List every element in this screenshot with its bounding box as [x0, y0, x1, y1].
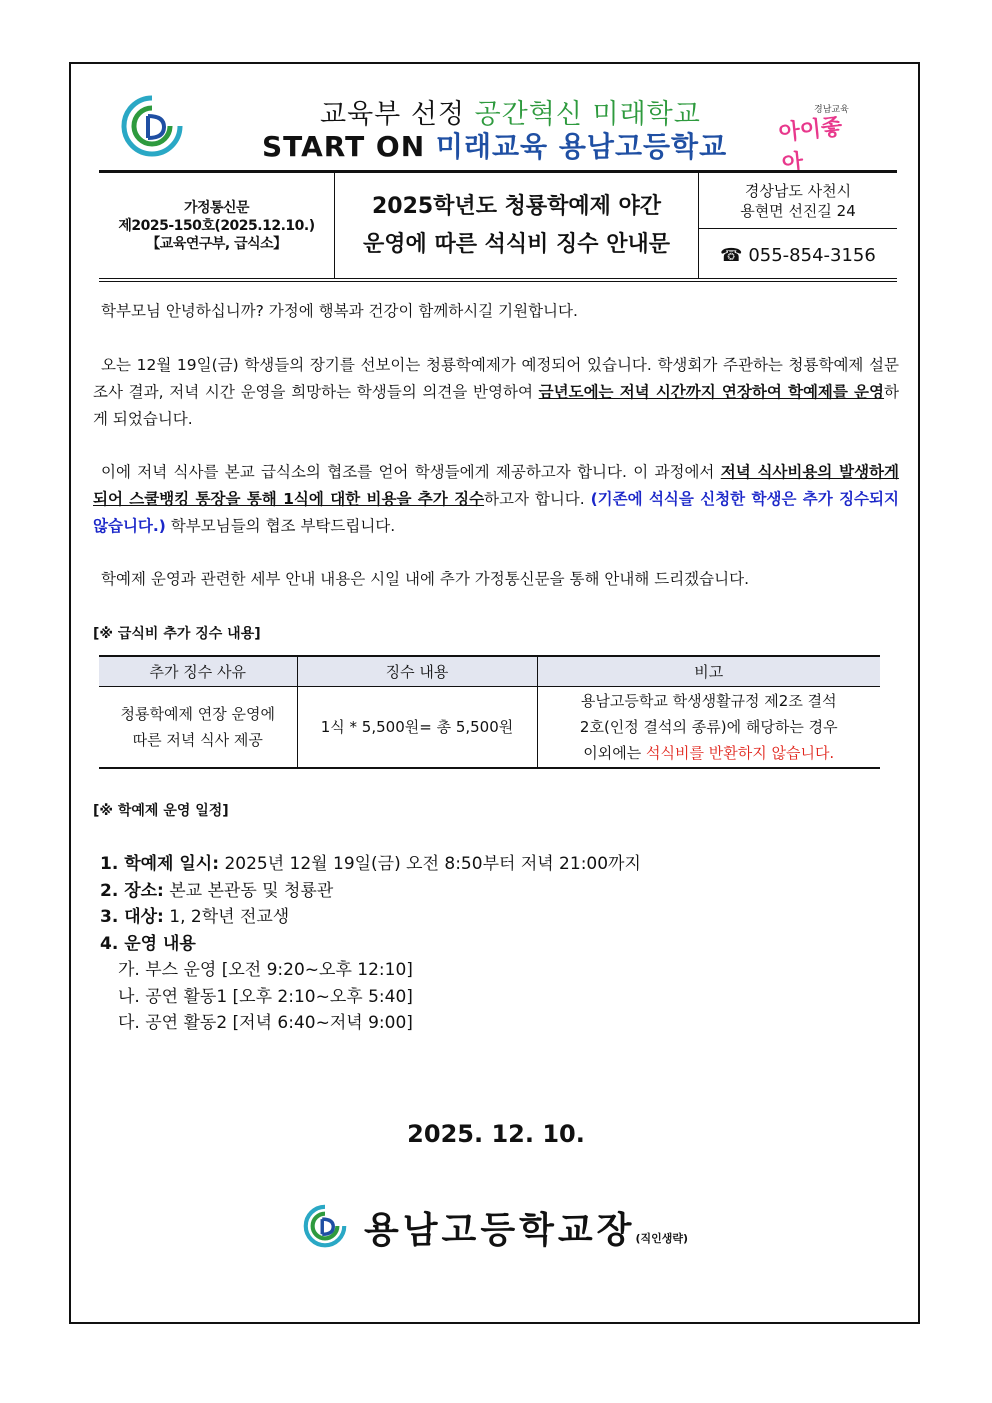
header-line1-prefix: 교육부 선정 [320, 99, 475, 130]
note-line1: 용남고등학교 학생생활규정 제2조 결석 [580, 692, 837, 710]
title-line2: 운영에 따른 석식비 징수 안내문 [363, 231, 670, 257]
p3-blue-note: (기존에 석식을 신청한 학생은 추가 징수되지 않습니다.) [93, 490, 899, 535]
col-note: 비고 [537, 656, 880, 687]
item4-label: 4. 운영 내용 [100, 933, 196, 954]
schedule-list [100, 851, 641, 1037]
school-logo-icon [120, 94, 184, 158]
item3-value: 1, 2학년 전교생 [163, 907, 290, 927]
p2-tail: 하게 되었습니다. [93, 383, 899, 428]
p2-text: 오는 12월 19일(금) 학생들의 장기를 선보이는 청룡학예제가 예정되어 있습니다. 학생회가 주관하는 청룡학예제 설문조사 결과, 저녁 시간 운영을 희망하는 학생들의 의견을 반영하여 [93, 356, 899, 401]
notice-meta [99, 173, 335, 278]
reason-line2: 따른 저녁 식사 제공 [132, 731, 263, 749]
list-item [100, 931, 641, 958]
item1-label: 1. 학예제 일시: [100, 854, 220, 874]
note-line3-red: 석식비를 반환하지 않습니다. [646, 744, 835, 762]
address [699, 173, 897, 229]
edu-logo-word: 아이좋아 [777, 114, 844, 178]
contact [699, 173, 897, 278]
notice-type: 가정통신문 [183, 199, 250, 216]
p3-mid: 하고자 합니다. [484, 490, 591, 508]
header-line2-highlight: 미래교육 용남고등학교 [435, 130, 728, 163]
paragraph-4: 학예제 운영과 관련한 세부 안내 내용은 시일 내에 추가 가정통신문을 통해 안내해 드리겠습니다. [101, 570, 750, 588]
header-line2 [262, 125, 727, 165]
fee-table-header [99, 656, 880, 687]
notice-dept: 【교육연구부, 급식소】 [146, 235, 287, 252]
school-logo-small-icon [303, 1204, 347, 1248]
header-line2-prefix: START ON [262, 130, 436, 163]
table-row [99, 687, 880, 769]
p3-tail: 학부모님들의 협조 부탁드립니다. [165, 517, 396, 535]
list-item: 다. 공연 활동2 [저녁 6:40~저녁 9:00] [118, 1013, 413, 1033]
note-line2: 2호(인정 결석의 종류)에 해당하는 경우 [579, 718, 838, 736]
address-line2: 용현면 선진길 24 [740, 201, 856, 220]
edu-logo [777, 102, 860, 178]
item1-value: 2025년 12월 19일(금) 오전 8:50부터 저녁 21:00까지 [219, 854, 641, 874]
fee-section-heading: [※ 급식비 추가 징수 내용] [93, 626, 261, 642]
reason-line1: 청룡학예제 연장 운영에 [120, 705, 275, 723]
note-line3-prefix: 이외에는 [583, 744, 647, 762]
fee-table [99, 655, 880, 769]
list-item: 가. 부스 운영 [오전 9:20~오후 12:10] [118, 960, 413, 980]
col-reason: 추가 징수 사유 [99, 656, 297, 687]
p3-text: 이에 저녁 식사를 본교 급식소의 협조를 얻어 학생들에게 제공하고자 합니다. 이 과정에서 [101, 463, 721, 481]
info-box [99, 170, 897, 282]
col-amount: 징수 내용 [297, 656, 537, 687]
edu-logo-small: 경남교육 [814, 105, 849, 115]
list-item [100, 878, 641, 905]
list-item [100, 904, 641, 931]
item2-label: 2. 장소: [100, 880, 164, 901]
paragraph-2 [93, 352, 899, 433]
reason-cell [99, 687, 297, 769]
signer-name: 용남고등학교장 [364, 1210, 636, 1251]
notice-title [335, 173, 699, 278]
principal-signature [364, 1202, 688, 1253]
address-line1: 경상남도 사천시 [744, 181, 852, 200]
notice-number: 제2025-150호(2025.12.10.) [118, 217, 315, 234]
amount-cell: 1식 * 5,500원= 총 5,500원 [297, 687, 537, 769]
greeting: 학부모님 안녕하십니까? 가정에 행복과 건강이 함께하시길 기원합니다. [101, 302, 578, 320]
item3-label: 3. 대상: [100, 907, 164, 927]
p3-underline: 저녁 식사비용의 발생하게 되어 스쿨뱅킹 통장을 통해 1식에 대한 비용을 추가 징수 [93, 463, 899, 508]
item2-value: 본교 본관동 및 청룡관 [163, 880, 334, 901]
schedule-heading: [※ 학예제 운영 일정] [93, 803, 229, 819]
list-item: 나. 공연 활동1 [오후 2:10~오후 5:40] [118, 986, 413, 1007]
paragraph-3 [93, 459, 899, 540]
seal-note: (직인생략) [635, 1232, 688, 1245]
note-cell [537, 687, 880, 769]
header-line1-highlight: 공간혁신 미래학교 [474, 99, 701, 130]
p2-underline: 금년도에는 저녁 시간까지 연장하여 학예제를 운영 [538, 383, 885, 401]
list-item [100, 851, 641, 878]
phone: ☎ 055-854-3156 [720, 244, 876, 266]
issue-date: 2025. 12. 10. [407, 1120, 585, 1148]
title-line1: 2025학년도 청룡학예제 야간 [371, 193, 662, 219]
